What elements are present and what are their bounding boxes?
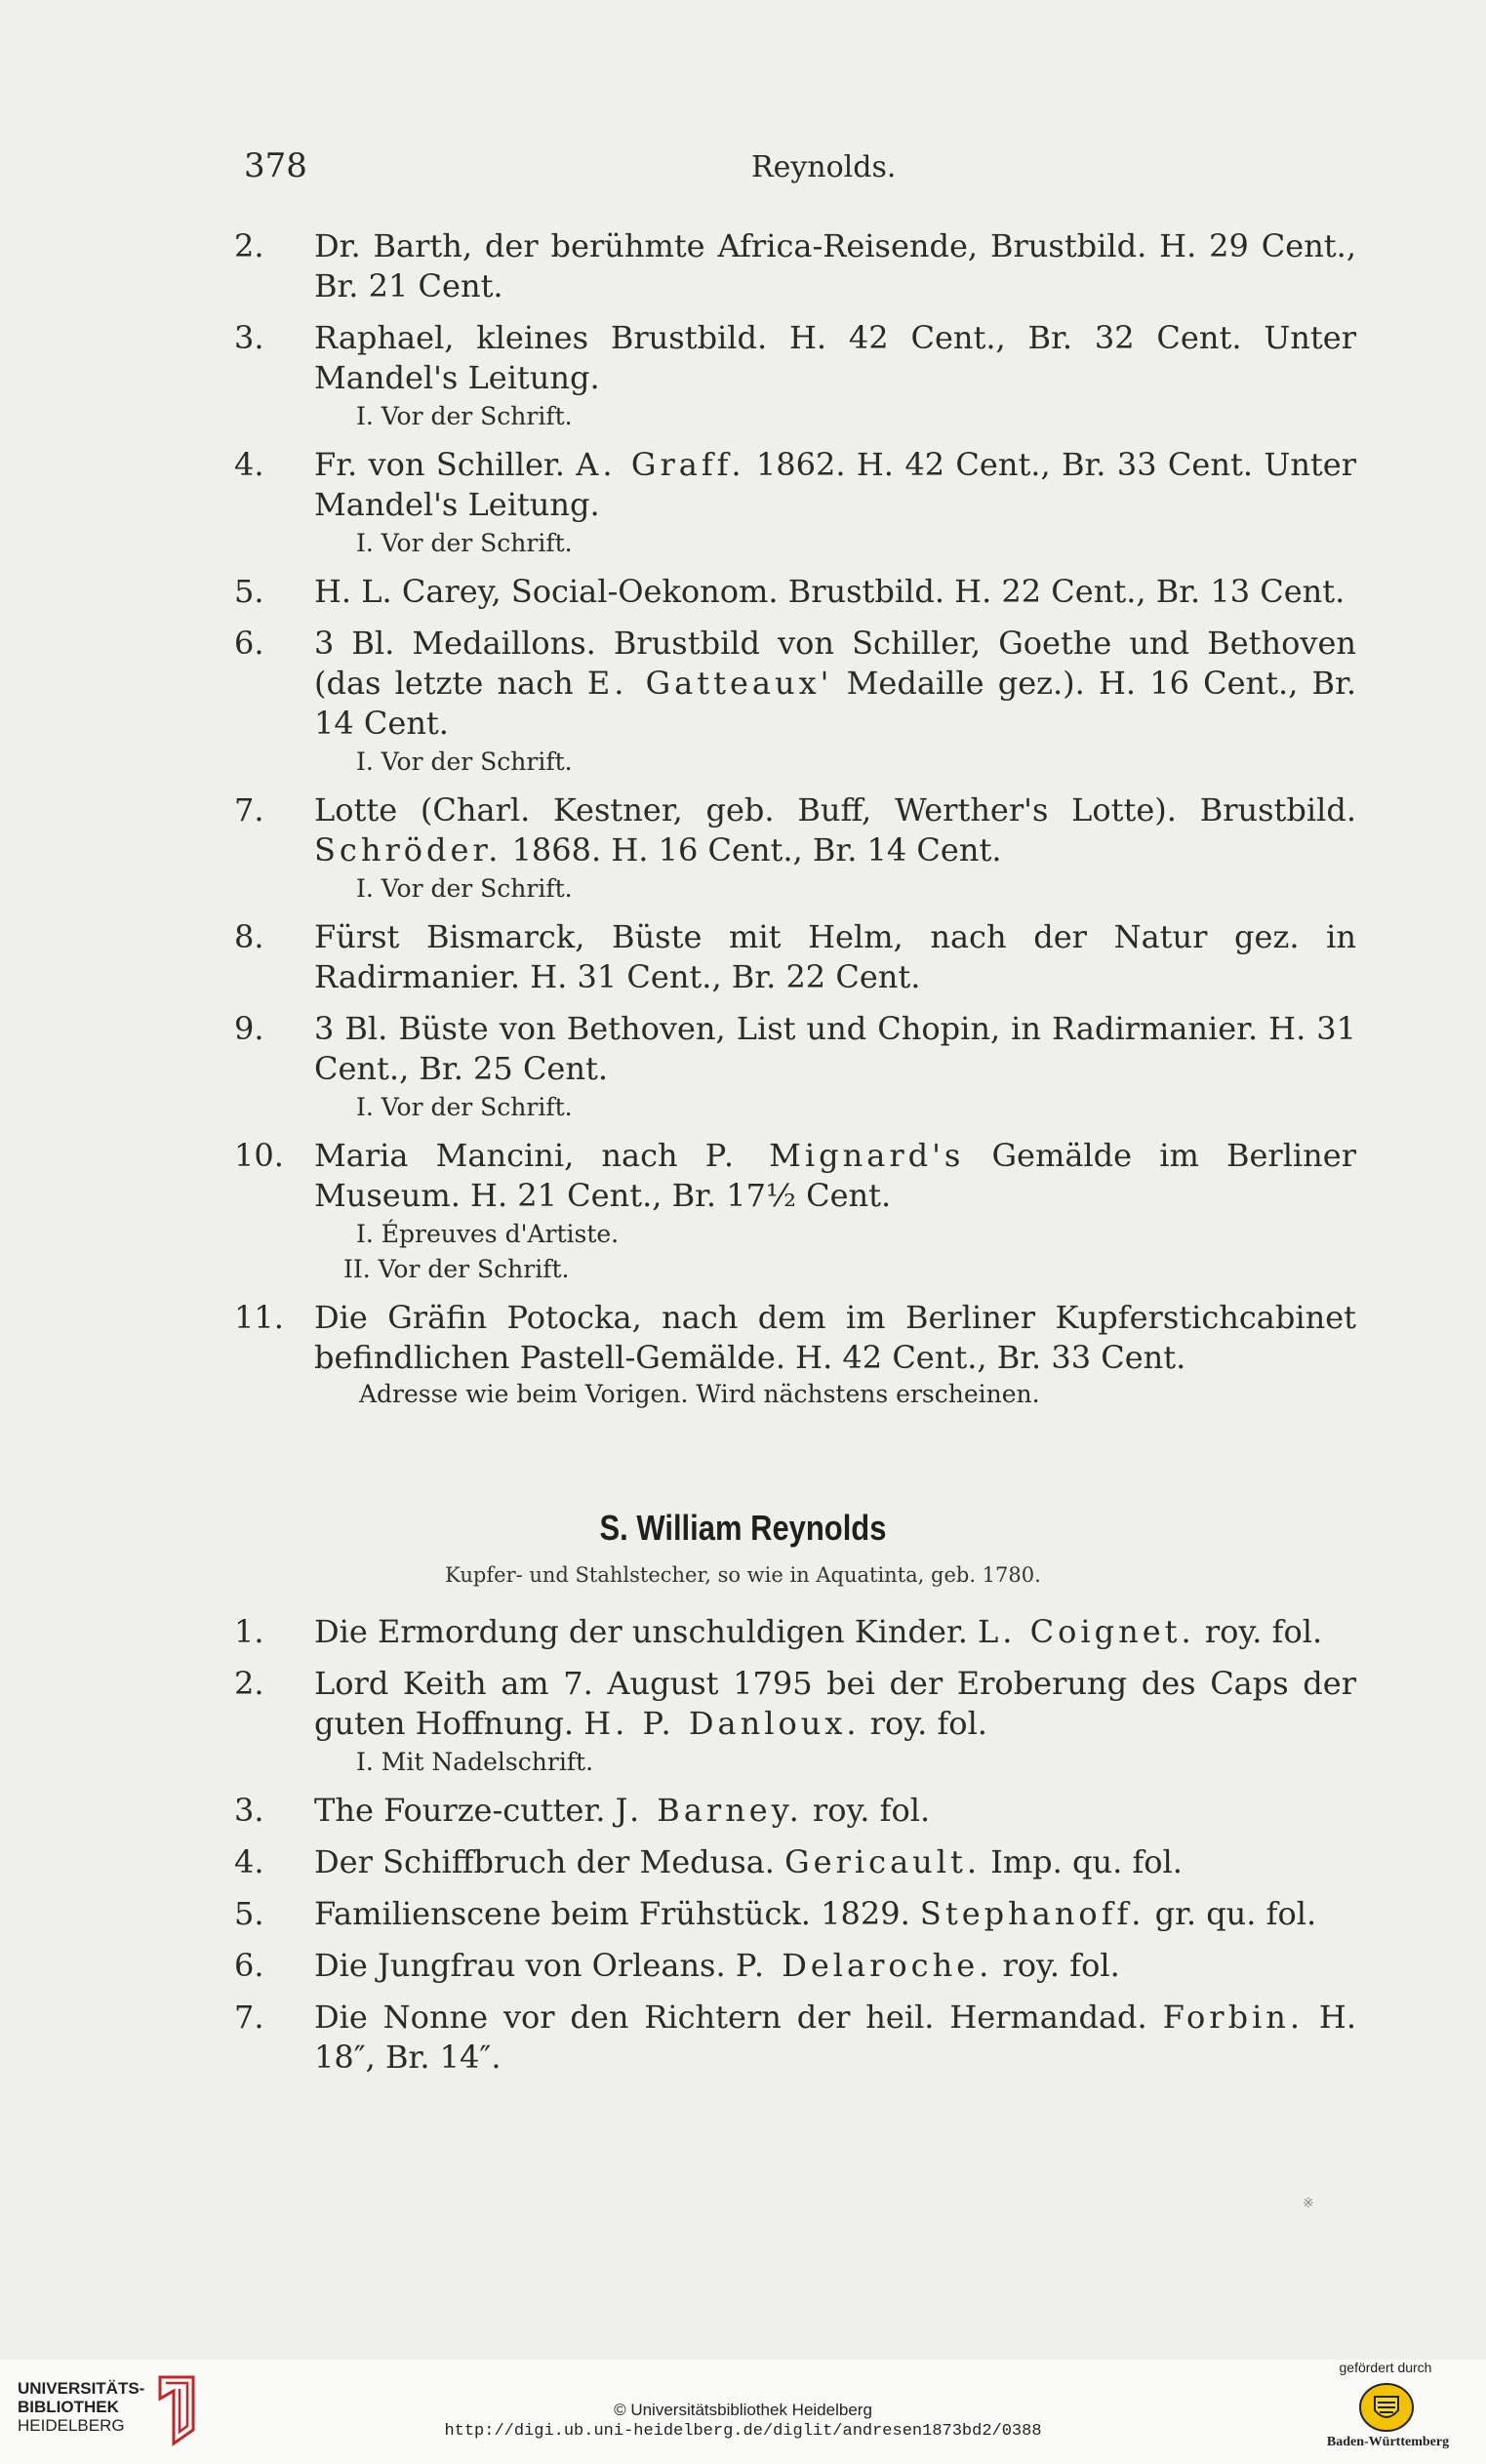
catalog-entry: 5. Familienscene beim Frühstück. 1829. Stephanoff. gr. qu. fol. bbox=[234, 1895, 1317, 1932]
catalog-entry: 6. Die Jungfrau von Orleans. P. Delaroche. roy. fol. bbox=[234, 1947, 1120, 1984]
catalog-entry: 5. H. L. Carey, Social-Oekonom. Brustbild. H. 22 Cent., Br. 13 Cent. bbox=[234, 573, 1345, 610]
catalog-entry: 6. 3 Bl. Medaillons. Brustbild von Schiller, Goethe und Bethoven (das letzte nach E. Gatteaux' Medaille gez.). H. 16 Cent., Br. 14 Cent. bbox=[234, 625, 1357, 742]
catalog-entry: 1. Die Ermordung der unschuldigen Kinder. L. Coignet. roy. fol. bbox=[234, 1613, 1323, 1650]
state-note: I. Vor der Schrift. bbox=[356, 402, 573, 430]
catalog-entry: 3. Raphael, kleines Brustbild. H. 42 Cent., Br. 32 Cent. Unter Mandel's Leitung. bbox=[234, 319, 1356, 396]
running-title: Reynolds. bbox=[751, 150, 897, 184]
permalink[interactable]: http://digi.ub.uni-heidelberg.de/diglit/andresen1873bd2/0388 bbox=[444, 2422, 1042, 2441]
state-crest-icon bbox=[1356, 2381, 1417, 2434]
funding-label: gefördert durch bbox=[1339, 2360, 1432, 2375]
state-note: I. Vor der Schrift. bbox=[356, 529, 573, 557]
catalog-entry: 2. Dr. Barth, der berühmte Africa-Reisende, Brustbild. H. 29 Cent., Br. 21 Cent. bbox=[234, 227, 1356, 304]
catalog-entry: 7. Die Nonne vor den Richtern der heil. Hermandad. Forbin. H. 18″, Br. 14″. bbox=[234, 1999, 1357, 2076]
state-note: I. Épreuves d'Artiste. bbox=[356, 1220, 620, 1248]
catalog-entry: 3. The Fourze-cutter. J. Barney. roy. fol. bbox=[234, 1792, 931, 1829]
state-note: I. Vor der Schrift. bbox=[356, 1093, 573, 1121]
catalog-list-a bbox=[234, 226, 1356, 1411]
catalog-entry: 10. Maria Mancini, nach P. Mignard's Gemälde im Berliner Museum. H. 21 Cent., Br. 17½ Cent. bbox=[234, 1137, 1356, 1214]
state-note: I. Vor der Schrift. bbox=[356, 874, 573, 903]
publisher-note: Adresse wie beim Vorigen. Wird nächstens erscheinen. bbox=[359, 1380, 1040, 1408]
library-logo-text[interactable]: UNIVERSITÄTS- BIBLIOTHEK HEIDELBERG bbox=[18, 2379, 145, 2435]
catalog-entry: 8. Fürst Bismarck, Büste mit Helm, nach der Natur gez. in Radirmanier. H. 31 Cent., Br. 22 Cent. bbox=[234, 918, 1356, 995]
catalog-entry: 2. Lord Keith am 7. August 1795 bei der Eroberung des Caps der guten Hoffnung. H. P. Danloux. roy. fol. bbox=[234, 1665, 1356, 1742]
section-subheading: Kupfer- und Stahlstecher, so wie in Aquatinta, geb. 1780. bbox=[445, 1563, 1041, 1587]
funder-name: Baden-Württemberg bbox=[1326, 2435, 1450, 2449]
page-header bbox=[244, 146, 1356, 195]
page-number: 378 bbox=[244, 146, 307, 185]
catalog-entry: 4. Der Schiffbruch der Medusa. Gericault. Imp. qu. fol. bbox=[234, 1843, 1183, 1880]
state-note: I. Vor der Schrift. bbox=[356, 747, 573, 776]
state-note: I. Mit Nadelschrift. bbox=[356, 1748, 594, 1776]
catalog-list-b bbox=[234, 1612, 1356, 2078]
catalog-entry: 11. Die Gräfin Potocka, nach dem im Berliner Kupferstichcabinet befindlichen Pastell-Gemälde. H. 42 Cent., Br. 33 Cent. bbox=[234, 1299, 1356, 1376]
section-heading: S. William Reynolds bbox=[599, 1508, 887, 1548]
catalog-entry: 9. 3 Bl. Büste von Bethoven, List und Chopin, in Radirmanier. H. 31 Cent., Br. 25 Cent. bbox=[234, 1010, 1356, 1087]
printer-mark: ※ bbox=[1303, 2196, 1314, 2211]
catalog-entry: 7. Lotte (Charl. Kestner, geb. Buff, Werther's Lotte). Brustbild. Schröder. 1868. H. 16 Cent., Br. 14 Cent. bbox=[234, 791, 1356, 868]
copyright-notice: © Universitätsbibliothek Heidelberg bbox=[614, 2401, 872, 2419]
catalog-entry: 4. Fr. von Schiller. A. Graff. 1862. H. 42 Cent., Br. 33 Cent. Unter Mandel's Leitung. bbox=[234, 446, 1357, 523]
state-note: II. Vor der Schrift. bbox=[343, 1255, 570, 1283]
